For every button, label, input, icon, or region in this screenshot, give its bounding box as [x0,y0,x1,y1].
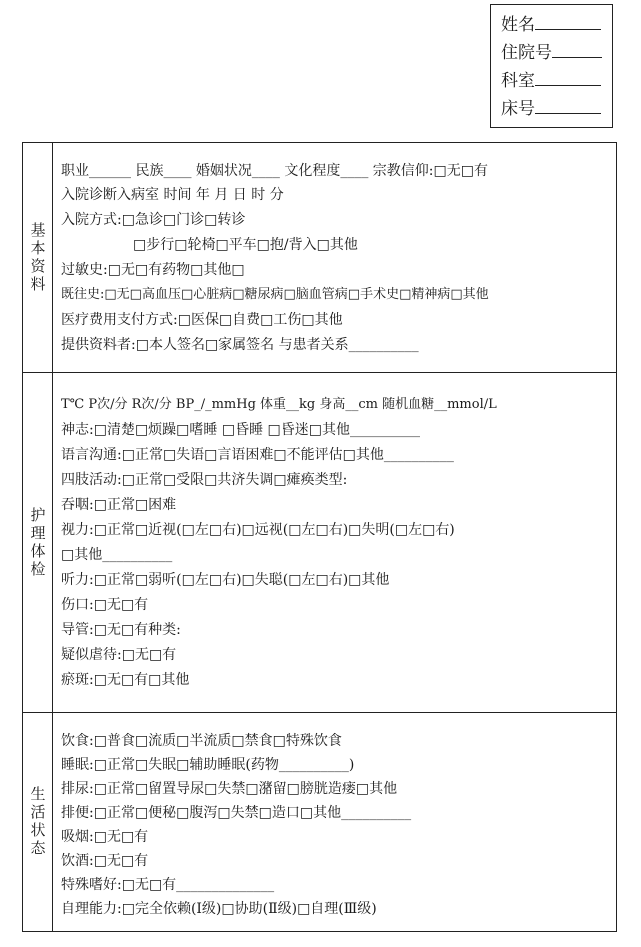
smoking-line[interactable]: 吸烟:□无□有 [61,829,149,845]
defecation-line[interactable]: 排便:□正常□便秘□腹泻□失禁□造口□其他__________ [61,805,412,821]
catheter-line[interactable]: 导管:□无□有种类: [61,622,181,638]
admission-mode-line[interactable]: 入院方式:□急诊□门诊□转诊 [61,212,246,228]
vision-other-line[interactable]: □其他__________ [61,547,173,563]
admission-no-blank[interactable] [552,41,602,58]
payment-method-line[interactable]: 医疗费用支付方式:□医保□自费□工伤□其他 [61,312,343,328]
section-label-life: 生活状态 [23,713,53,931]
transport-mode-line[interactable]: □步行□轮椅□平车□抱/背入□其他 [133,237,358,253]
department-blank[interactable] [535,69,601,86]
vital-signs-line[interactable]: T℃ P次/分 R次/分 BP_/_mmHg 体重__kg 身高__cm 随机血糖__mmol/L [61,397,497,412]
section-body-exam [61,373,612,712]
informant-line[interactable]: 提供资料者:□本人签名□家属签名 与患者关系__________ [61,337,419,353]
name-field[interactable] [501,11,612,39]
suspected-abuse-line[interactable]: 疑似虐待:□无□有 [61,647,177,663]
special-habits-line[interactable]: 特殊嗜好:□无□有______________ [61,877,275,893]
section-physical-exam [23,372,616,712]
admission-no-field[interactable] [501,39,612,67]
section-basic-info [23,143,616,372]
language-line[interactable]: 语言沟通:□正常□失语□言语困难□不能评估□其他__________ [61,447,454,463]
diagnosis-line[interactable]: 入院诊断入病室 时间 年 月 日 时 分 [61,187,284,203]
name-label: 姓名 [501,15,535,35]
self-care-line[interactable]: 自理能力:□完全依赖(Ⅰ级)□协助(Ⅱ级)□自理(Ⅲ级) [61,901,377,917]
name-blank[interactable] [535,13,601,30]
admission-assessment-form [22,142,617,932]
section-body-basic [61,143,612,372]
section-label-exam: 护理体检 [23,373,53,712]
diet-line[interactable]: 饮食:□普食□流质□半流质□禁食□特殊饮食 [61,733,342,749]
vision-line[interactable]: 视力:□正常□近视(□左□右)□远视(□左□右)□失明(□左□右) [61,522,455,538]
swallowing-line[interactable]: 吞咽:□正常□困难 [61,497,177,513]
department-label: 科室 [501,71,535,91]
bed-no-label: 床号 [501,99,535,119]
hearing-line[interactable]: 听力:□正常□弱听(□左□右)□失聪(□左□右)□其他 [61,572,390,588]
allergy-line[interactable]: 过敏史:□无□有药物□其他□ [61,262,245,278]
medical-history-line[interactable]: 既往史:□无□高血压□心脏病□糖尿病□脑血管病□手术史□精神病□其他 [61,287,489,302]
bruising-line[interactable]: 瘀斑:□无□有□其他 [61,672,190,688]
consciousness-line[interactable]: 神志:□清楚□烦躁□嗜睡 □昏睡 □昏迷□其他__________ [61,422,420,438]
wound-line[interactable]: 伤口:□无□有 [61,597,149,613]
drinking-line[interactable]: 饮酒:□无□有 [61,853,149,869]
sleep-line[interactable]: 睡眠:□正常□失眠□辅助睡眠(药物__________) [61,757,355,773]
admission-no-label: 住院号 [501,43,552,63]
section-living-status [23,712,616,931]
bed-no-field[interactable] [501,95,612,123]
patient-info-box [490,4,613,128]
urination-line[interactable]: 排尿:□正常□留置导尿□失禁□潴留□膀胱造瘘□其他 [61,781,398,797]
limb-activity-line[interactable]: 四肢活动:□正常□受限□共济失调□瘫痪类型: [61,472,348,488]
bed-no-blank[interactable] [535,97,601,114]
occupation-line[interactable]: 职业______ 民族____ 婚姻状况____ 文化程度____ 宗教信仰:□无□有 [61,163,488,179]
department-field[interactable] [501,67,612,95]
section-body-life [61,713,612,931]
section-label-basic: 基本资料 [23,143,53,372]
